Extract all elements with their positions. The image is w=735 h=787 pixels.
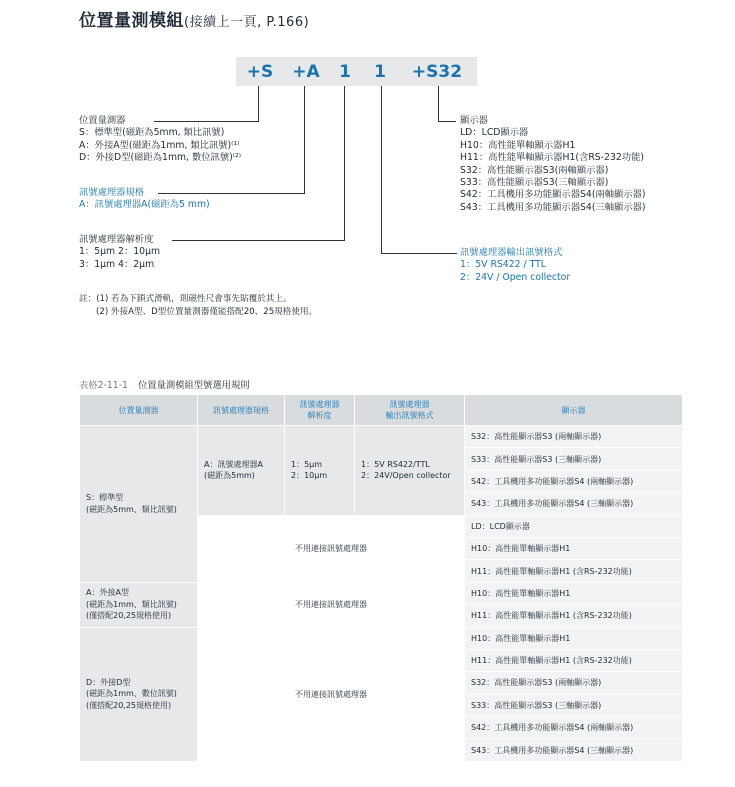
- note-line: (2) 外接A型、D型位置量測器僅能搭配20、25規格使用。: [96, 307, 318, 317]
- cell-encoder-type-a: [80, 582, 198, 627]
- cell-display: LD：LCD顯示器: [465, 515, 683, 537]
- header-display: 顯示器: [465, 395, 683, 426]
- cell-text: (磁距為1mm、類比訊號): [86, 599, 177, 609]
- display-heading: 顯示器: [460, 115, 488, 126]
- display-label-block: [460, 115, 646, 214]
- cell-processor: [198, 426, 285, 516]
- connector-display-h: [438, 121, 456, 122]
- cell-text: A：訊號處理器A: [204, 459, 263, 469]
- cell-output: [355, 426, 465, 516]
- table-title: 位置量測模組型號選用規則: [137, 380, 250, 391]
- resolution-label-block: [79, 234, 160, 271]
- cell-display: H10：高性能單軸顯示器H1: [465, 537, 683, 559]
- output-option: 2：24V / Open collector: [460, 271, 571, 283]
- page-title: [79, 6, 309, 31]
- header-encoder: 位置量測器: [80, 395, 198, 426]
- connector-output-h: [381, 253, 457, 254]
- code-seg-output: 1: [374, 62, 386, 82]
- processor-label-block: [79, 187, 210, 212]
- connector-encoder-v: [258, 86, 259, 122]
- connector-resolution-h: [172, 240, 345, 241]
- model-selection-table: [79, 394, 683, 762]
- cell-text: (僅搭配20,25規格使用): [86, 700, 172, 710]
- output-heading: 訊號處理器輸出訊號格式: [460, 247, 563, 258]
- table-caption: [79, 377, 250, 391]
- cell-display: S33：高性能顯示器S3 (三軸顯示器): [465, 448, 683, 470]
- table-row: [80, 627, 683, 649]
- resolution-heading: 訊號處理器解析度: [79, 234, 154, 245]
- table-row: [80, 582, 683, 604]
- display-option: S32：高性能顯示器S3(兩軸顯示器): [460, 164, 609, 176]
- cell-text: 1：5μm: [291, 459, 323, 469]
- cell-text: (磁距為1mm、數位訊號): [86, 689, 177, 699]
- table-number: 表格2-11-1: [79, 380, 128, 391]
- connector-processor-v: [304, 86, 305, 194]
- cell-display: H11：高性能單軸顯示器H1 (含RS-232功能): [465, 560, 683, 582]
- connector-resolution-v: [344, 86, 345, 241]
- cell-text: (僅搭配20,25規格使用): [86, 611, 172, 621]
- processor-option: A：訊號處理器A(磁距為5 mm): [79, 199, 210, 211]
- code-seg-display: +S32: [411, 62, 463, 82]
- resolution-option: 3：1μm 4：2μm: [79, 258, 155, 270]
- display-option: S42：工具機用多功能顯示器S4(兩軸顯示器): [460, 189, 646, 201]
- cell-text: 1：5V RS422/TTL: [361, 459, 430, 469]
- output-label-block: [460, 247, 570, 284]
- encoder-option: S：標準型(磁距為5mm, 類比訊號): [79, 127, 225, 139]
- display-option: H10：高性能單軸顯示器H1: [460, 139, 576, 151]
- display-option: LD：LCD顯示器: [460, 127, 529, 139]
- note-line: (1) 若為下鎖式滑軌，則磁性尺會事先貼覆於其上。: [96, 294, 292, 304]
- processor-heading: 訊號處理器規格: [79, 187, 145, 198]
- display-option: S43：工具機用多功能顯示器S4(三軸顯示器): [460, 201, 646, 213]
- cell-text: 2：10μm: [291, 471, 328, 481]
- connector-output-v: [381, 86, 382, 254]
- header-resolution-text: 訊號處理器 解析度: [299, 400, 340, 420]
- header-output: [355, 395, 465, 426]
- cell-display: H10：高性能單軸顯示器H1: [465, 582, 683, 604]
- cell-text: D：外接D型: [86, 677, 131, 687]
- cell-display: S42：工具機用多功能顯示器S4 (兩軸顯示器): [465, 470, 683, 492]
- cell-display: S43：工具機用多功能顯示器S4 (三軸顯示器): [465, 739, 683, 761]
- display-option: S33：高性能顯示器S3(三軸顯示器): [460, 176, 609, 188]
- cell-no-processor: 不用連接訊號處理器: [198, 515, 465, 582]
- cell-display: S32：高性能顯示器S3 (兩軸顯示器): [465, 672, 683, 694]
- cell-text: 2：24V/Open collector: [361, 471, 451, 481]
- cell-no-processor: 不用連接訊號處理器: [198, 582, 465, 627]
- cell-encoder-type-d: [80, 627, 198, 761]
- cell-display: H11：高性能單軸顯示器H1 (含RS-232功能): [465, 649, 683, 671]
- resolution-option: 1：5μm 2：10μm: [79, 246, 161, 258]
- encoder-label-block: [79, 115, 241, 165]
- cell-text: A：外接A型: [86, 588, 129, 598]
- code-seg-resolution: 1: [339, 62, 351, 82]
- notes: [79, 293, 317, 319]
- notes-prefix: 註：: [79, 294, 97, 304]
- cell-text: (磁距為5mm): [204, 471, 255, 481]
- connector-display-v: [438, 86, 439, 122]
- header-resolution: [285, 395, 355, 426]
- table-row: [80, 426, 683, 448]
- cell-display: H11：高性能單軸顯示器H1 (含RS-232功能): [465, 605, 683, 627]
- cell-display: S43：工具機用多功能顯示器S4 (三軸顯示器): [465, 493, 683, 515]
- cell-resolution: [285, 426, 355, 516]
- cell-display: S32：高性能顯示器S3 (兩軸顯示器): [465, 426, 683, 448]
- display-option: H11：高性能單軸顯示器H1(含RS-232功能): [460, 152, 645, 164]
- cell-text: S：標準型: [86, 493, 124, 503]
- cell-encoder-standard: [80, 426, 198, 583]
- table-header-row: [80, 395, 683, 426]
- encoder-option: A：外接A型(磁距為1mm, 類比訊號)⁽¹⁾: [79, 139, 240, 151]
- cell-display: H10：高性能單軸顯示器H1: [465, 627, 683, 649]
- cell-display: S42：工具機用多功能顯示器S4 (兩軸顯示器): [465, 717, 683, 739]
- code-seg-processor: +A: [292, 62, 320, 82]
- encoder-option: D：外接D型(磁距為1mm, 數位訊號)⁽²⁾: [79, 152, 242, 164]
- cell-no-processor: 不用連接訊號處理器: [198, 627, 465, 761]
- header-processor: 訊號處理器規格: [198, 395, 285, 426]
- cell-text: (磁距為5mm、類比訊號): [86, 504, 177, 514]
- output-option: 1：5V RS422 / TTL: [460, 259, 546, 271]
- page-title-main: 位置量測模組: [79, 11, 184, 31]
- encoder-heading: 位置量測器: [79, 115, 126, 126]
- code-seg-encoder: +S: [246, 62, 274, 82]
- header-output-text: 訊號處理器 輸出訊號格式: [385, 400, 434, 420]
- page-subtitle: (接續上一頁, P.166): [184, 15, 310, 30]
- cell-display: S33：高性能顯示器S3 (三軸顯示器): [465, 694, 683, 716]
